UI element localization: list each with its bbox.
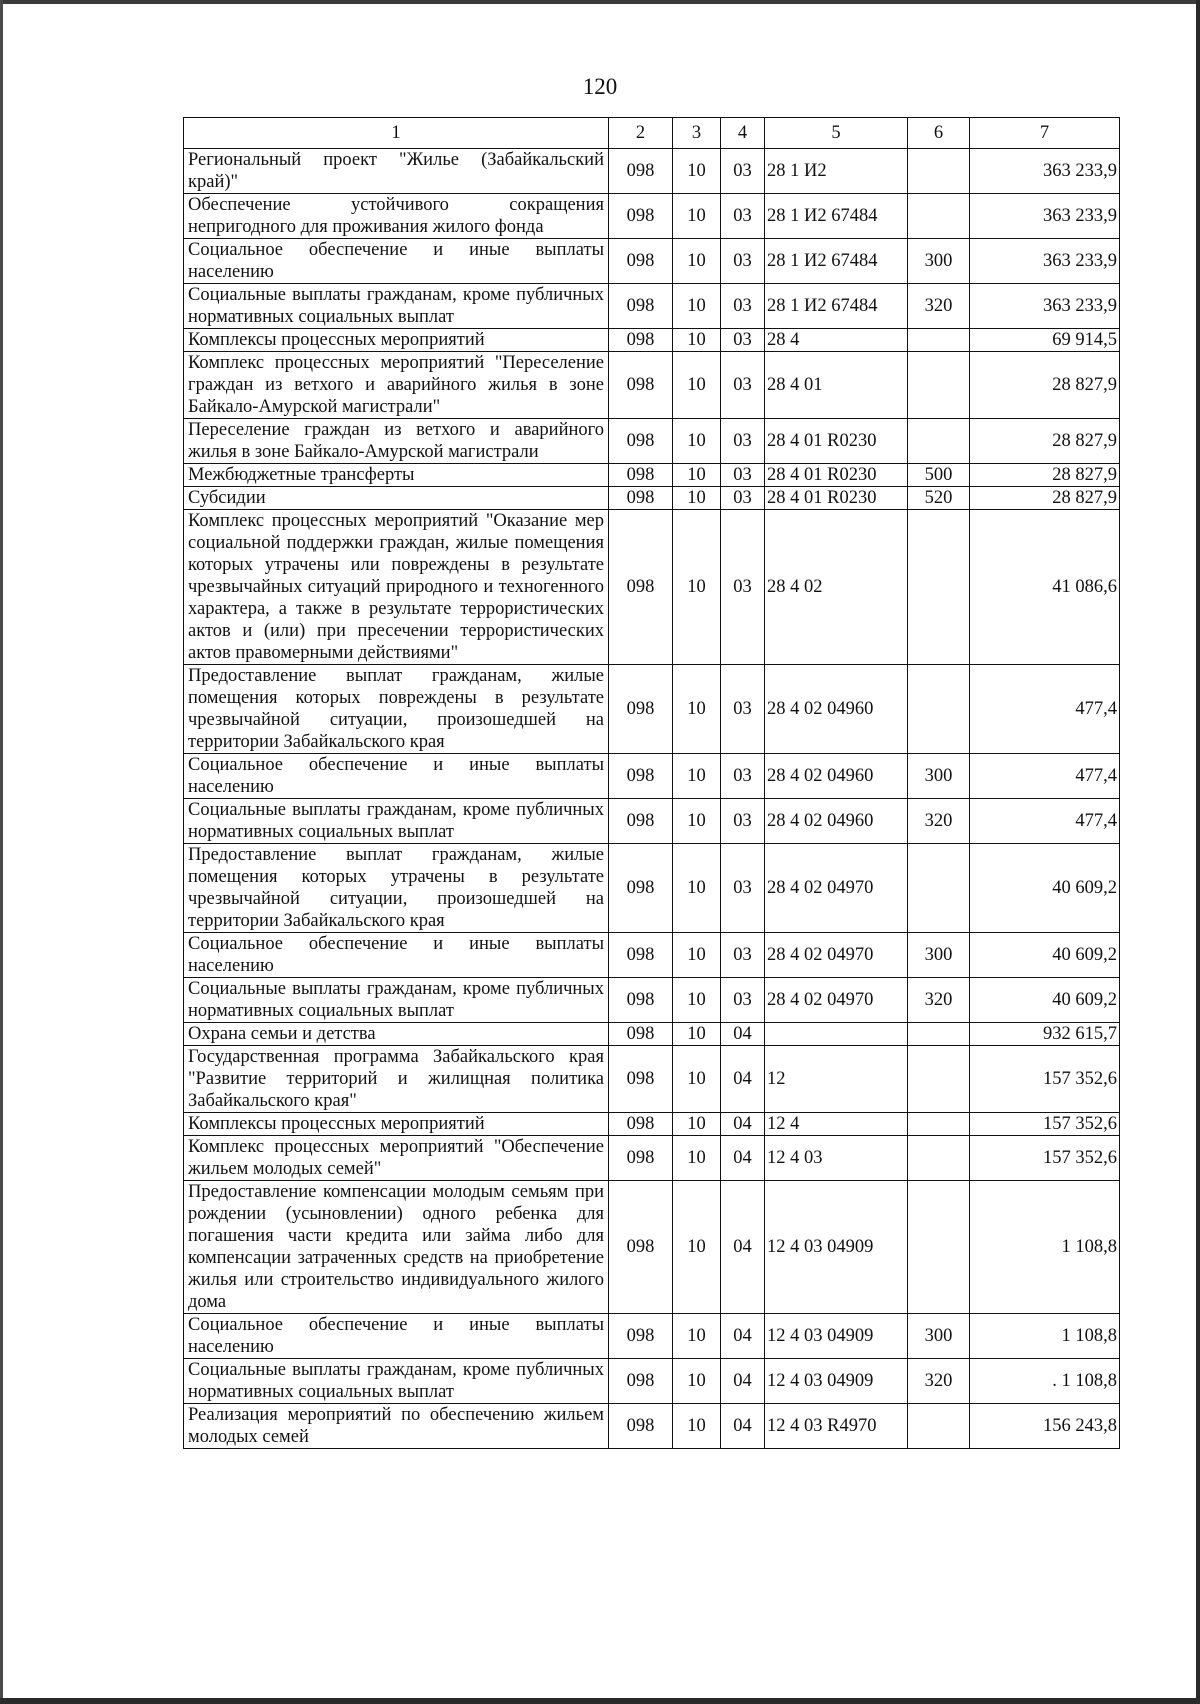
cell-col-5: 28 4 02 04970 [765, 933, 908, 978]
cell-col-3: 10 [673, 510, 721, 665]
cell-col-7: 157 352,6 [970, 1113, 1120, 1136]
cell-col-6: 300 [908, 1314, 970, 1359]
cell-col-2: 098 [609, 487, 673, 510]
table-row [184, 978, 1120, 1023]
cell-col-4: 04 [721, 1314, 765, 1359]
cell-name: Социальные выплаты гражданам, кроме публичных нормативных социальных выплат [184, 978, 609, 1023]
cell-col-4: 03 [721, 352, 765, 419]
cell-col-4: 03 [721, 933, 765, 978]
cell-col-5: 12 4 [765, 1113, 908, 1136]
cell-col-5: 28 4 01 [765, 352, 908, 419]
cell-col-4: 03 [721, 419, 765, 464]
cell-name: Комплекс процессных мероприятий "Оказание мер социальной поддержки граждан, жилые помещения которых утрачены или повреждены в результате чрезвычайных ситуаций природного и техногенного характера, а также в результате террористических актов и (или) при пресечении террористических актов правомерными действиями" [184, 510, 609, 665]
column-header: 4 [721, 118, 765, 149]
cell-name: Социальное обеспечение и иные выплаты населению [184, 239, 609, 284]
cell-name: Социальные выплаты гражданам, кроме публичных нормативных социальных выплат [184, 284, 609, 329]
cell-col-7: 1 108,8 [970, 1314, 1120, 1359]
cell-col-7: 363 233,9 [970, 239, 1120, 284]
cell-name: Субсидии [184, 487, 609, 510]
cell-name: Межбюджетные трансферты [184, 464, 609, 487]
cell-col-6: 320 [908, 1359, 970, 1404]
cell-col-2: 098 [609, 1113, 673, 1136]
cell-col-6 [908, 329, 970, 352]
cell-col-2: 098 [609, 1136, 673, 1181]
table-row [184, 1046, 1120, 1113]
column-header: 3 [673, 118, 721, 149]
cell-col-2: 098 [609, 284, 673, 329]
cell-col-5: 12 4 03 04909 [765, 1181, 908, 1314]
table-row [184, 1023, 1120, 1046]
cell-name: Социальное обеспечение и иные выплаты населению [184, 1314, 609, 1359]
column-header: 2 [609, 118, 673, 149]
cell-col-5: 28 4 01 R0230 [765, 419, 908, 464]
table-row [184, 799, 1120, 844]
cell-col-7: 69 914,5 [970, 329, 1120, 352]
cell-col-6 [908, 1136, 970, 1181]
cell-col-6 [908, 1046, 970, 1113]
column-header: 1 [184, 118, 609, 149]
cell-col-5: 12 4 03 04909 [765, 1359, 908, 1404]
cell-col-2: 098 [609, 419, 673, 464]
cell-col-3: 10 [673, 1314, 721, 1359]
column-header: 7 [970, 118, 1120, 149]
cell-name: Социальное обеспечение и иные выплаты населению [184, 933, 609, 978]
cell-col-6 [908, 352, 970, 419]
cell-col-3: 10 [673, 194, 721, 239]
cell-name: Предоставление выплат гражданам, жилые помещения которых утрачены в результате чрезвычайной ситуации, произошедшей на территории Забайкальского края [184, 844, 609, 933]
cell-col-3: 10 [673, 284, 721, 329]
cell-col-5: 28 1 И2 67484 [765, 284, 908, 329]
cell-col-4: 03 [721, 487, 765, 510]
cell-col-2: 098 [609, 844, 673, 933]
cell-col-3: 10 [673, 1113, 721, 1136]
cell-name: Предоставление компенсации молодым семьям при рождении (усыновлении) одного ребенка для погашения части кредита или займа либо для компенсации затраченных средств на приобретение жилья или строительство индивидуального жилого дома [184, 1181, 609, 1314]
table-body [184, 149, 1120, 1449]
cell-col-2: 098 [609, 464, 673, 487]
page-number: 120 [582, 74, 618, 99]
cell-col-3: 10 [673, 419, 721, 464]
cell-col-4: 03 [721, 464, 765, 487]
cell-col-5: 28 4 02 04970 [765, 844, 908, 933]
table-row [184, 1404, 1120, 1449]
page-border-top [0, 0, 1200, 4]
cell-col-2: 098 [609, 1023, 673, 1046]
cell-col-4: 04 [721, 1181, 765, 1314]
page-border-right [1196, 0, 1200, 1704]
cell-col-5: 28 4 01 R0230 [765, 464, 908, 487]
cell-col-7: . 1 108,8 [970, 1359, 1120, 1404]
cell-col-2: 098 [609, 194, 673, 239]
cell-col-4: 03 [721, 978, 765, 1023]
cell-col-5 [765, 1023, 908, 1046]
cell-col-7: 157 352,6 [970, 1136, 1120, 1181]
cell-col-3: 10 [673, 1046, 721, 1113]
cell-col-6: 520 [908, 487, 970, 510]
table-row [184, 1359, 1120, 1404]
cell-col-5: 12 4 03 04909 [765, 1314, 908, 1359]
table-row [184, 284, 1120, 329]
cell-col-6 [908, 419, 970, 464]
cell-col-4: 04 [721, 1023, 765, 1046]
cell-col-6: 300 [908, 754, 970, 799]
cell-col-2: 098 [609, 239, 673, 284]
cell-col-7: 28 827,9 [970, 419, 1120, 464]
table-row [184, 933, 1120, 978]
cell-col-7: 363 233,9 [970, 194, 1120, 239]
cell-col-7: 41 086,6 [970, 510, 1120, 665]
page-border-bottom [0, 1698, 1200, 1704]
table-row [184, 194, 1120, 239]
table-row [184, 844, 1120, 933]
cell-col-4: 03 [721, 799, 765, 844]
cell-col-4: 04 [721, 1113, 765, 1136]
cell-name: Комплексы процессных мероприятий [184, 1113, 609, 1136]
cell-col-3: 10 [673, 665, 721, 754]
cell-col-4: 03 [721, 239, 765, 284]
cell-col-7: 28 827,9 [970, 352, 1120, 419]
cell-col-3: 10 [673, 1359, 721, 1404]
cell-col-3: 10 [673, 464, 721, 487]
cell-col-6 [908, 149, 970, 194]
table-row [184, 1113, 1120, 1136]
cell-col-5: 28 4 02 04960 [765, 665, 908, 754]
page-border-left [0, 0, 3, 1704]
cell-col-3: 10 [673, 1136, 721, 1181]
cell-col-6: 300 [908, 239, 970, 284]
cell-name: Переселение граждан из ветхого и аварийного жилья в зоне Байкало-Амурской магистрали [184, 419, 609, 464]
cell-col-7: 40 609,2 [970, 933, 1120, 978]
cell-name: Государственная программа Забайкальского края "Развитие территорий и жилищная политика Забайкальского края" [184, 1046, 609, 1113]
cell-col-2: 098 [609, 665, 673, 754]
cell-col-3: 10 [673, 978, 721, 1023]
cell-col-4: 03 [721, 329, 765, 352]
cell-col-4: 03 [721, 844, 765, 933]
cell-col-6 [908, 1181, 970, 1314]
cell-col-2: 098 [609, 754, 673, 799]
cell-col-5: 28 4 02 04970 [765, 978, 908, 1023]
table-row [184, 464, 1120, 487]
cell-name: Предоставление выплат гражданам, жилые помещения которых повреждены в результате чрезвычайной ситуации, произошедшей на территории Забайкальского края [184, 665, 609, 754]
cell-col-3: 10 [673, 799, 721, 844]
cell-col-2: 098 [609, 1046, 673, 1113]
cell-col-7: 157 352,6 [970, 1046, 1120, 1113]
cell-col-6 [908, 844, 970, 933]
cell-col-2: 098 [609, 1404, 673, 1449]
cell-col-6 [908, 1404, 970, 1449]
cell-col-2: 098 [609, 352, 673, 419]
cell-col-2: 098 [609, 329, 673, 352]
cell-col-4: 03 [721, 754, 765, 799]
cell-col-4: 04 [721, 1404, 765, 1449]
cell-col-6 [908, 510, 970, 665]
cell-col-7: 477,4 [970, 665, 1120, 754]
table-row [184, 149, 1120, 194]
cell-col-6 [908, 194, 970, 239]
table-row [184, 239, 1120, 284]
cell-name: Комплекс процессных мероприятий "Переселение граждан из ветхого и аварийного жилья в зоне Байкало-Амурской магистрали" [184, 352, 609, 419]
cell-col-7: 477,4 [970, 799, 1120, 844]
cell-col-2: 098 [609, 149, 673, 194]
cell-col-3: 10 [673, 754, 721, 799]
cell-col-7: 932 615,7 [970, 1023, 1120, 1046]
cell-col-2: 098 [609, 1314, 673, 1359]
cell-col-5: 28 1 И2 67484 [765, 194, 908, 239]
cell-col-4: 03 [721, 149, 765, 194]
table-header-row [184, 118, 1120, 149]
cell-col-5: 12 4 03 R4970 [765, 1404, 908, 1449]
cell-col-3: 10 [673, 1023, 721, 1046]
cell-col-7: 28 827,9 [970, 464, 1120, 487]
column-header: 6 [908, 118, 970, 149]
cell-col-3: 10 [673, 487, 721, 510]
table-row [184, 329, 1120, 352]
cell-name: Охрана семьи и детства [184, 1023, 609, 1046]
cell-col-5: 28 4 02 04960 [765, 799, 908, 844]
cell-col-7: 28 827,9 [970, 487, 1120, 510]
cell-name: Социальные выплаты гражданам, кроме публичных нормативных социальных выплат [184, 1359, 609, 1404]
cell-col-3: 10 [673, 1181, 721, 1314]
cell-col-3: 10 [673, 844, 721, 933]
cell-col-7: 1 108,8 [970, 1181, 1120, 1314]
cell-col-5: 12 4 03 [765, 1136, 908, 1181]
cell-name: Социальные выплаты гражданам, кроме публичных нормативных социальных выплат [184, 799, 609, 844]
table-row [184, 1314, 1120, 1359]
cell-col-5: 28 4 01 R0230 [765, 487, 908, 510]
table-row [184, 754, 1120, 799]
cell-name: Социальное обеспечение и иные выплаты населению [184, 754, 609, 799]
column-header: 5 [765, 118, 908, 149]
cell-col-4: 04 [721, 1136, 765, 1181]
cell-col-2: 098 [609, 510, 673, 665]
budget-table [183, 117, 1120, 1449]
cell-col-6: 500 [908, 464, 970, 487]
cell-col-7: 156 243,8 [970, 1404, 1120, 1449]
cell-col-5: 28 1 И2 [765, 149, 908, 194]
cell-name: Комплексы процессных мероприятий [184, 329, 609, 352]
cell-col-6: 320 [908, 284, 970, 329]
cell-col-4: 04 [721, 1046, 765, 1113]
table-row [184, 352, 1120, 419]
cell-col-2: 098 [609, 799, 673, 844]
cell-name: Региональный проект "Жилье (Забайкальский край)" [184, 149, 609, 194]
cell-col-3: 10 [673, 239, 721, 284]
cell-col-2: 098 [609, 1181, 673, 1314]
cell-col-5: 28 4 02 [765, 510, 908, 665]
cell-col-5: 28 4 02 04960 [765, 754, 908, 799]
cell-col-6 [908, 1023, 970, 1046]
table-row [184, 1136, 1120, 1181]
table-row [184, 1181, 1120, 1314]
cell-name: Комплекс процессных мероприятий "Обеспечение жильем молодых семей" [184, 1136, 609, 1181]
cell-col-6 [908, 665, 970, 754]
cell-col-4: 04 [721, 1359, 765, 1404]
cell-col-2: 098 [609, 933, 673, 978]
cell-col-7: 363 233,9 [970, 149, 1120, 194]
cell-col-4: 03 [721, 194, 765, 239]
cell-col-6 [908, 1113, 970, 1136]
cell-col-5: 28 4 [765, 329, 908, 352]
table-row [184, 487, 1120, 510]
cell-col-7: 477,4 [970, 754, 1120, 799]
cell-col-6: 320 [908, 978, 970, 1023]
cell-col-2: 098 [609, 1359, 673, 1404]
cell-col-3: 10 [673, 933, 721, 978]
cell-col-7: 363 233,9 [970, 284, 1120, 329]
cell-col-7: 40 609,2 [970, 978, 1120, 1023]
cell-col-4: 03 [721, 284, 765, 329]
cell-col-3: 10 [673, 1404, 721, 1449]
table-row [184, 419, 1120, 464]
cell-col-3: 10 [673, 329, 721, 352]
cell-col-7: 40 609,2 [970, 844, 1120, 933]
cell-col-6: 320 [908, 799, 970, 844]
table-row [184, 665, 1120, 754]
cell-col-2: 098 [609, 978, 673, 1023]
cell-col-5: 12 [765, 1046, 908, 1113]
cell-col-5: 28 1 И2 67484 [765, 239, 908, 284]
cell-col-3: 10 [673, 352, 721, 419]
cell-name: Обеспечение устойчивого сокращения непригодного для проживания жилого фонда [184, 194, 609, 239]
cell-name: Реализация мероприятий по обеспечению жильем молодых семей [184, 1404, 609, 1449]
cell-col-4: 03 [721, 510, 765, 665]
cell-col-4: 03 [721, 665, 765, 754]
cell-col-6: 300 [908, 933, 970, 978]
cell-col-3: 10 [673, 149, 721, 194]
table-row [184, 510, 1120, 665]
